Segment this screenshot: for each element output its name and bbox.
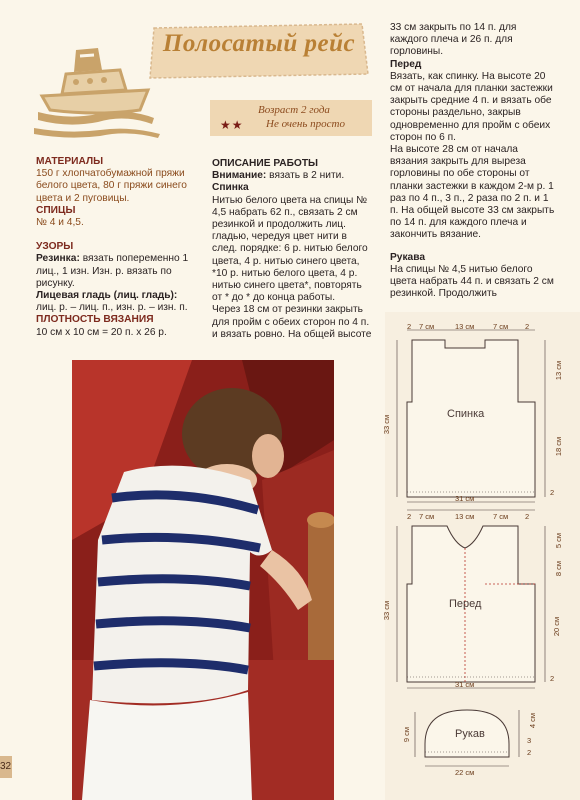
materials-heading: МАТЕРИАЛЫ <box>36 156 104 167</box>
title-banner <box>148 22 370 80</box>
rib-text: вязать попеременно 1 лиц., 1 изн. Изн. р. вязать по рисунку. <box>36 253 189 289</box>
back-dim-bottom: 31 см <box>455 494 475 503</box>
stockinette-text: лиц. р. – лиц. п., изн. р. – изн. п. <box>36 302 188 314</box>
front-dim-top-left: 2 <box>407 512 412 521</box>
gauge-text: 10 см х 10 см = 20 п. х 26 р. <box>36 326 167 338</box>
attention-text: вязать в 2 нити. <box>269 170 345 182</box>
back-label: Спинка <box>447 408 485 420</box>
age-label: Возраст 2 года <box>258 104 330 116</box>
front-dim-top-c: 7 см <box>493 512 509 521</box>
attention-label: Внимание: <box>212 170 267 182</box>
front-dim-top-right: 2 <box>525 512 530 521</box>
back-dim-right-c: 2 <box>550 488 555 497</box>
sleeve-label: Рукав <box>455 728 485 740</box>
front-heading: Перед <box>390 58 422 70</box>
back-dim-right-b: 18 см <box>554 436 564 457</box>
sleeve-dim-bottom: 22 см <box>455 768 475 777</box>
front-dim-right-b: 8 см <box>554 560 564 577</box>
rib-label: Резинка: <box>36 253 80 265</box>
child-photo <box>72 360 334 800</box>
front-dim-right-a: 5 см <box>554 532 564 549</box>
page-number: 32 <box>0 756 12 778</box>
materials-text: 150 г хлопчатобумажной пряжи белого цвета, 80 г пряжи синего цвета и 2 пуговицы. <box>36 168 187 204</box>
front-dim-left: 33 см <box>382 600 392 621</box>
front-dim-top-a: 7 см <box>419 512 435 521</box>
sleeve-heading: Рукава <box>390 251 426 263</box>
back-dim-top-a: 7 см <box>419 322 435 331</box>
difficulty-label: Не очень просто <box>266 118 345 130</box>
back-dim-left: 33 см <box>382 414 392 435</box>
front-text-2: На высоте 28 см от начала вязания закрыть для выреза горловины по обе стороны от планки застежки в каждом 2-м р. 1 раз по 4 п., 3 п., 2 раза по 2 п. и 1 п. На общей высоте 33 см закрыть по 14 п. для каждого плеча и закончить вязание. <box>390 144 555 241</box>
front-text: Вязать, как спинку. На высоте 20 см от начала для планки застежки закрыть средние 4 п. и вязать обе стороны раздельно, закрыв одновременно для пройм с обеих сторон по 6 п. <box>390 70 553 143</box>
materials-column <box>36 156 201 339</box>
sleeve-text: На спицы № 4,5 нитью белого цвета набрать 44 п. и связать 2 см резинкой. Продолжить <box>390 263 554 300</box>
front-label: Перед <box>449 598 482 610</box>
back-dim-top-c: 7 см <box>493 322 509 331</box>
difficulty-stars: ★★ <box>220 118 244 132</box>
needles-heading: СПИЦЫ <box>36 204 76 216</box>
work-heading: ОПИСАНИЕ РАБОТЫ <box>212 158 319 169</box>
sleeve-dim-right-b: 3 <box>527 736 532 745</box>
back-dim-top-b: 13 см <box>455 322 475 331</box>
sleeve-dim-left: 9 см <box>402 726 412 743</box>
page-title: Полосатый рейс <box>162 30 356 57</box>
front-dim-right-c: 20 см <box>552 616 562 637</box>
ship-icon <box>28 34 168 144</box>
front-dim-top-b: 13 см <box>455 512 475 521</box>
schematics-panel <box>382 312 580 800</box>
front-dim-right-d: 2 <box>550 674 555 683</box>
back-dim-top-right: 2 <box>525 322 530 331</box>
work-column <box>212 158 372 341</box>
back-heading: Спинка <box>212 182 249 194</box>
stockinette-label: Лицевая гладь (лиц. гладь): <box>36 290 178 302</box>
difficulty-box <box>210 100 372 136</box>
back-dim-top-left: 2 <box>407 322 412 331</box>
front-dim-bottom: 31 см <box>455 680 475 689</box>
gauge-heading: ПЛОТНОСТЬ ВЯЗАНИЯ <box>36 314 154 326</box>
sleeve-dim-right-a: 4 см <box>528 712 538 729</box>
back-text-2: Через 18 см от резинки закрыть для пройм с обеих сторон по 4 п. и вязать ровно. На общей высоте <box>212 304 372 340</box>
front-column <box>390 22 555 300</box>
back-text: Нитью белого цвета на спицы № 4,5 набрать 62 п., связать 2 см резинкой и продолжить лиц. гладью, чередуя цвет нити в след. порядке: 6 р. нитью белого цвета, 4 р. нитью синего цвета, *10 р. нитью белого цвета, 4 р. нитью синего цвета*, повторять от * до * до конца работы. <box>212 194 368 304</box>
back-dim-right-a: 13 см <box>554 360 564 381</box>
back-text-3: 33 см закрыть по 14 п. для каждого плеча и 26 п. для горловины. <box>390 22 517 58</box>
sleeve-dim-right-c: 2 <box>527 748 532 757</box>
needles-text: № 4 и 4,5. <box>36 217 84 229</box>
patterns-heading: УЗОРЫ <box>36 241 74 253</box>
